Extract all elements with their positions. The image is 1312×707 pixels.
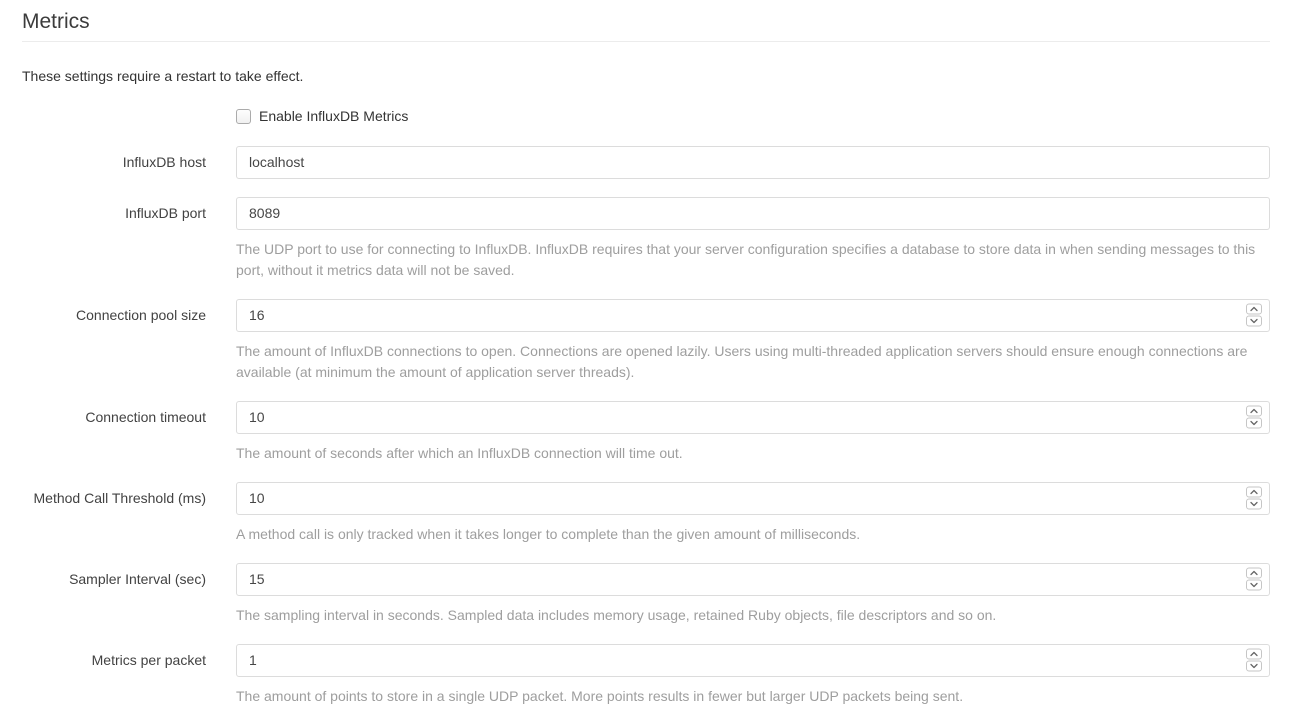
metrics-form (22, 108, 1270, 707)
sampler-interval-help: The sampling interval in seconds. Sampled data includes memory usage, retained Ruby objects, file descriptors and so on. (236, 606, 997, 623)
number-spinner (1246, 406, 1262, 429)
method-call-threshold-input[interactable] (236, 482, 1270, 515)
metrics-per-packet-label: Metrics per packet (91, 651, 206, 668)
method-call-threshold-help: A method call is only tracked when it takes longer to complete than the given amount of milliseconds. (236, 525, 861, 542)
connection-pool-size-row (22, 299, 1270, 383)
method-call-threshold-label: Method Call Threshold (ms) (33, 489, 206, 506)
metrics-per-packet-input[interactable] (236, 644, 1270, 677)
influxdb-port-input[interactable] (236, 197, 1270, 230)
chevron-down-icon (1250, 502, 1258, 507)
number-spinner (1246, 649, 1262, 672)
number-spinner (1246, 568, 1262, 591)
enable-influxdb-metrics-row (22, 108, 1270, 129)
chevron-up-icon (1250, 490, 1258, 495)
enable-influxdb-checkbox[interactable] (236, 109, 251, 124)
connection-pool-size-help: The amount of InfluxDB connections to open. Connections are opened lazily. Users using multi-threaded application servers should ensure enough connections are available (at minimum the amount of application server threads). (236, 342, 1248, 380)
sampler-interval-input[interactable] (236, 563, 1270, 596)
influxdb-host-row (22, 146, 1270, 179)
influxdb-port-row (22, 197, 1270, 281)
number-spinner (1246, 304, 1262, 327)
enable-influxdb-metrics-label[interactable] (236, 108, 408, 124)
method-call-threshold-row (22, 482, 1270, 545)
metrics-per-packet-help: The amount of points to store in a single UDP packet. More points results in fewer but larger UDP packets being sent. (236, 687, 964, 704)
spin-down-button[interactable] (1246, 661, 1262, 672)
checkbox-label-text: Enable InfluxDB Metrics (259, 108, 409, 124)
connection-timeout-label: Connection timeout (85, 408, 206, 425)
spin-down-button[interactable] (1246, 499, 1262, 510)
sampler-interval-label: Sampler Interval (sec) (69, 570, 206, 587)
spin-down-button[interactable] (1246, 418, 1262, 429)
metrics-per-packet-row (22, 644, 1270, 707)
spin-up-button[interactable] (1246, 487, 1262, 498)
title-divider (22, 41, 1270, 42)
influxdb-port-label: InfluxDB port (125, 204, 206, 221)
spin-up-button[interactable] (1246, 568, 1262, 579)
chevron-down-icon (1250, 583, 1258, 588)
chevron-down-icon (1250, 664, 1258, 669)
number-spinner (1246, 487, 1262, 510)
chevron-up-icon (1250, 307, 1258, 312)
chevron-down-icon (1250, 421, 1258, 426)
chevron-up-icon (1250, 652, 1258, 657)
chevron-down-icon (1250, 319, 1258, 324)
sampler-interval-row (22, 563, 1270, 626)
connection-timeout-input[interactable] (236, 401, 1270, 434)
spin-down-button[interactable] (1246, 580, 1262, 591)
restart-note: These settings require a restart to take effect. (22, 68, 304, 84)
influxdb-host-input[interactable] (236, 146, 1270, 179)
chevron-up-icon (1250, 409, 1258, 414)
metrics-settings-page (22, 0, 1270, 707)
page-title: Metrics (22, 10, 90, 33)
spin-up-button[interactable] (1246, 406, 1262, 417)
connection-pool-size-input[interactable] (236, 299, 1270, 332)
influxdb-port-help: The UDP port to use for connecting to InfluxDB. InfluxDB requires that your server configuration specifies a database to store data in when sending messages to this port, without it metrics data will not be saved. (236, 240, 1256, 278)
spin-up-button[interactable] (1246, 304, 1262, 315)
spin-down-button[interactable] (1246, 316, 1262, 327)
connection-pool-size-label: Connection pool size (76, 306, 206, 323)
influxdb-host-label: InfluxDB host (122, 153, 206, 170)
spin-up-button[interactable] (1246, 649, 1262, 660)
connection-timeout-row (22, 401, 1270, 464)
connection-timeout-help: The amount of seconds after which an InfluxDB connection will time out. (236, 444, 683, 461)
chevron-up-icon (1250, 571, 1258, 576)
